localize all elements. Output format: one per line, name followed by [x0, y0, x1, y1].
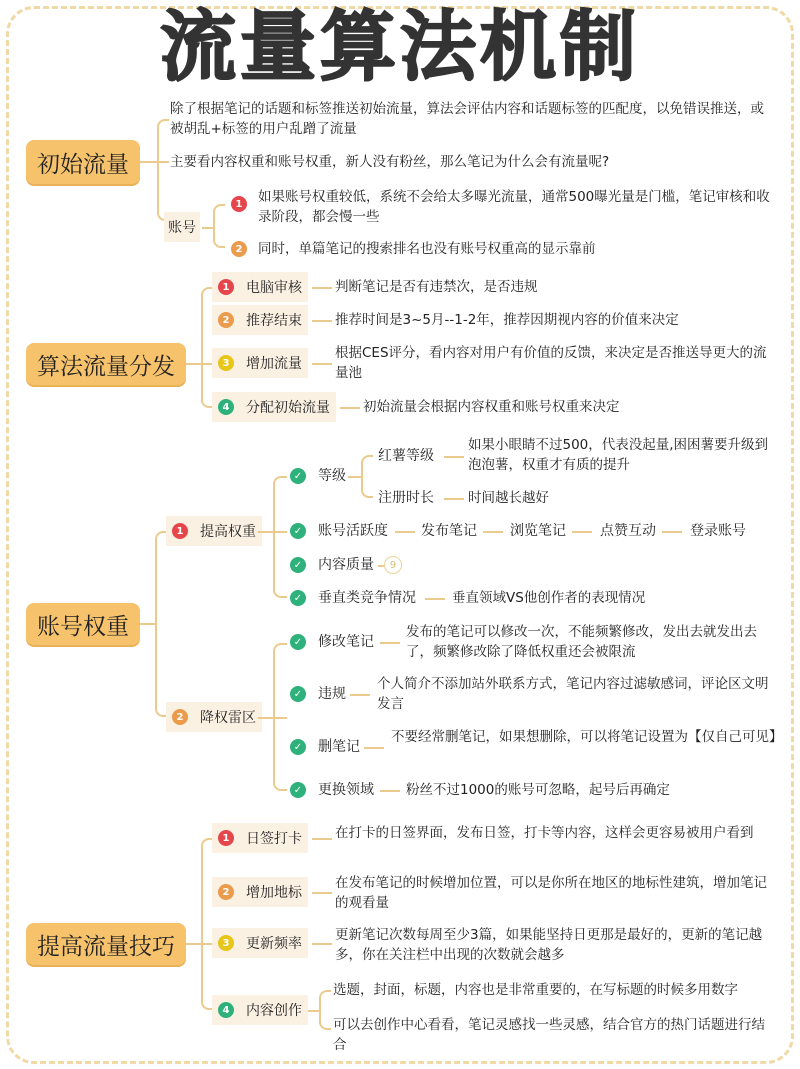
dist-text-2: 推荐时间是3~5月--1-2年，推荐因期视内容的价值来决定	[335, 312, 679, 328]
register-time-label: 注册时长	[378, 490, 434, 506]
edit-note-text: 发布的笔记可以修改一次，不能频繁修改，发出去就发出去了，频繁修改除了降低权重还会被限流	[406, 624, 757, 660]
node-account-label: 账号	[168, 220, 196, 236]
connector	[395, 531, 415, 533]
connector	[186, 943, 202, 945]
check-icon: ✓	[290, 557, 306, 573]
connector	[425, 598, 445, 600]
dist-node-2-label: 推荐结束	[246, 313, 302, 329]
connector	[312, 287, 332, 289]
tip-node-3	[212, 928, 308, 958]
tip-node-1	[212, 823, 308, 853]
dist-text-3: 根据CES评分，看内容对用户有价值的反馈，来决定是否推送导更大的流量池	[335, 345, 767, 381]
connector	[312, 363, 332, 365]
red-level-text: 如果小眼睛不过500，代表没起量,困困薯要升级到泡泡薯，权重才有质的提升	[468, 437, 769, 473]
dist-text-4: 初始流量会根据内容权重和账号权重来决定	[363, 399, 620, 415]
tip-node-4	[212, 995, 308, 1025]
topic-initial-traffic: 初始流量	[26, 140, 140, 184]
tip-node-4-label: 内容创作	[246, 1003, 302, 1019]
group-increase-weight	[166, 516, 262, 546]
connector	[340, 407, 360, 409]
change-field-text: 粉丝不过1000的账号可忽略，起号后再确定	[406, 782, 670, 798]
initial-item-1: 除了根据笔记的话题和标签推送初始流量，算法会评估内容和话题标签的匹配度，以免错误推送，或被胡乱+标签的用户乱蹭了流量	[170, 101, 764, 137]
bracket	[361, 455, 373, 498]
check-icon: ✓	[290, 634, 306, 650]
dist-node-4-label: 分配初始流量	[246, 400, 330, 416]
badge-1-icon: 1	[231, 196, 247, 212]
vertical-competition-text: 垂直领域VS他创作者的表现情况	[452, 590, 646, 606]
connector	[444, 498, 464, 500]
chain-login: 登录账号	[690, 523, 746, 539]
tip-text-4a: 选题，封面，标题，内容也是非常重要的，在写标题的时候多用数字	[333, 982, 738, 998]
connector	[572, 531, 592, 533]
chain-publish: 发布笔记	[421, 523, 477, 539]
dist-node-4	[212, 392, 336, 422]
tip-node-3-label: 更新频率	[246, 936, 302, 952]
check-icon: ✓	[290, 590, 306, 606]
edit-note-label: 修改笔记	[318, 634, 374, 650]
bracket	[201, 838, 213, 1010]
delete-note-text: 不要经常删笔记，如果想删除，可以将笔记设置为【仅自己可见】	[391, 729, 783, 745]
connector	[312, 943, 332, 945]
collapsed-count-badge[interactable]: 9	[384, 556, 402, 574]
red-level-label: 红薯等级	[378, 448, 434, 464]
connector	[380, 642, 400, 644]
badge-3-icon: 3	[218, 355, 234, 371]
dist-node-2	[212, 305, 308, 335]
connector	[364, 747, 384, 749]
level-label: 等级	[318, 468, 346, 484]
dist-node-1	[212, 272, 308, 302]
group-increase-weight-label: 提高权重	[200, 524, 256, 540]
initial-item-2: 主要看内容权重和账号权重，新人没有粉丝，那么笔记为什么会有流量呢?	[170, 154, 610, 170]
activity-label: 账号活跃度	[318, 523, 388, 539]
account-item-2: 同时，单篇笔记的搜索排名也没有账号权重高的显示靠前	[258, 241, 596, 257]
dist-text-1: 判断笔记是否有违禁次，是否违规	[335, 279, 538, 295]
check-icon: ✓	[290, 468, 306, 484]
group-penalty-zone-label: 降权雷区	[200, 710, 256, 726]
topic-traffic-tips: 提高流量技巧	[26, 923, 186, 965]
change-field-label: 更换领域	[318, 782, 374, 798]
delete-note-label: 删笔记	[318, 739, 360, 755]
badge-1-icon: 1	[218, 830, 234, 846]
chain-browse: 浏览笔记	[510, 523, 566, 539]
tip-text-3: 更新笔记次数每周至少3篇，如果能坚持日更那是最好的，更新的笔记越多，你在关注栏中出现的次数就会越多	[335, 927, 763, 963]
connector	[258, 717, 274, 719]
tip-node-1-label: 日签打卡	[246, 831, 302, 847]
bracket	[155, 531, 167, 717]
connector	[312, 320, 332, 322]
connector	[483, 531, 503, 533]
topic-algorithm-distribution: 算法流量分发	[26, 343, 186, 385]
badge-1-icon: 1	[172, 523, 188, 539]
account-item-1: 如果账号权重较低，系统不会给太多曝光流量，通常500曝光量是门槛，笔记审核和收录阶段，都会慢一些	[258, 189, 770, 225]
badge-1-icon: 1	[218, 279, 234, 295]
register-time-text: 时间越长越好	[468, 490, 549, 506]
connector	[273, 531, 287, 533]
dist-node-1-label: 电脑审核	[246, 280, 302, 296]
badge-3-icon: 3	[218, 935, 234, 951]
badge-4-icon: 4	[218, 399, 234, 415]
badge-4-icon: 4	[218, 1002, 234, 1018]
violation-text: 个人简介不添加站外联系方式，笔记内容过滤敏感词，评论区文明发言	[377, 676, 769, 712]
connector	[186, 363, 202, 365]
check-icon: ✓	[290, 523, 306, 539]
bracket	[213, 204, 225, 248]
dist-node-3	[212, 348, 308, 378]
group-penalty-zone	[166, 702, 262, 732]
topic-account-weight: 账号权重	[26, 603, 140, 645]
page-title: 流量算法机制	[160, 2, 640, 91]
tip-node-2-label: 增加地标	[246, 885, 302, 901]
bracket	[273, 476, 287, 598]
bracket	[157, 119, 169, 221]
badge-2-icon: 2	[172, 709, 188, 725]
tip-text-4b: 可以去创作中心看看，笔记灵感找一些灵感，结合官方的热门话题进行结合	[333, 1017, 765, 1053]
violation-label: 违规	[318, 686, 346, 702]
check-icon: ✓	[290, 686, 306, 702]
content-quality-label: 内容质量	[318, 557, 374, 573]
connector	[157, 161, 169, 163]
check-icon: ✓	[290, 782, 306, 798]
connector	[380, 790, 400, 792]
connector	[312, 892, 332, 894]
tip-text-2: 在发布笔记的时候增加位置，可以是你所在地区的地标性建筑，增加笔记的观看量	[335, 875, 767, 911]
connector	[312, 838, 332, 840]
check-icon: ✓	[290, 739, 306, 755]
badge-2-icon: 2	[218, 884, 234, 900]
connector	[662, 531, 682, 533]
connector	[348, 476, 362, 478]
tip-node-2	[212, 877, 308, 907]
vertical-competition-label: 垂直类竞争情况	[318, 590, 416, 606]
badge-2-icon: 2	[218, 312, 234, 328]
connector	[273, 717, 287, 719]
connector	[140, 161, 158, 163]
connector	[258, 531, 274, 533]
node-account	[164, 212, 200, 242]
connector	[350, 694, 370, 696]
bracket	[319, 990, 331, 1030]
chain-like: 点赞互动	[600, 523, 656, 539]
tip-text-1: 在打卡的日签界面，发布日签，打卡等内容，这样会更容易被用户看到	[335, 825, 754, 841]
badge-2-icon: 2	[231, 241, 247, 257]
connector	[444, 456, 464, 458]
connector	[140, 623, 156, 625]
dist-node-3-label: 增加流量	[246, 356, 302, 372]
